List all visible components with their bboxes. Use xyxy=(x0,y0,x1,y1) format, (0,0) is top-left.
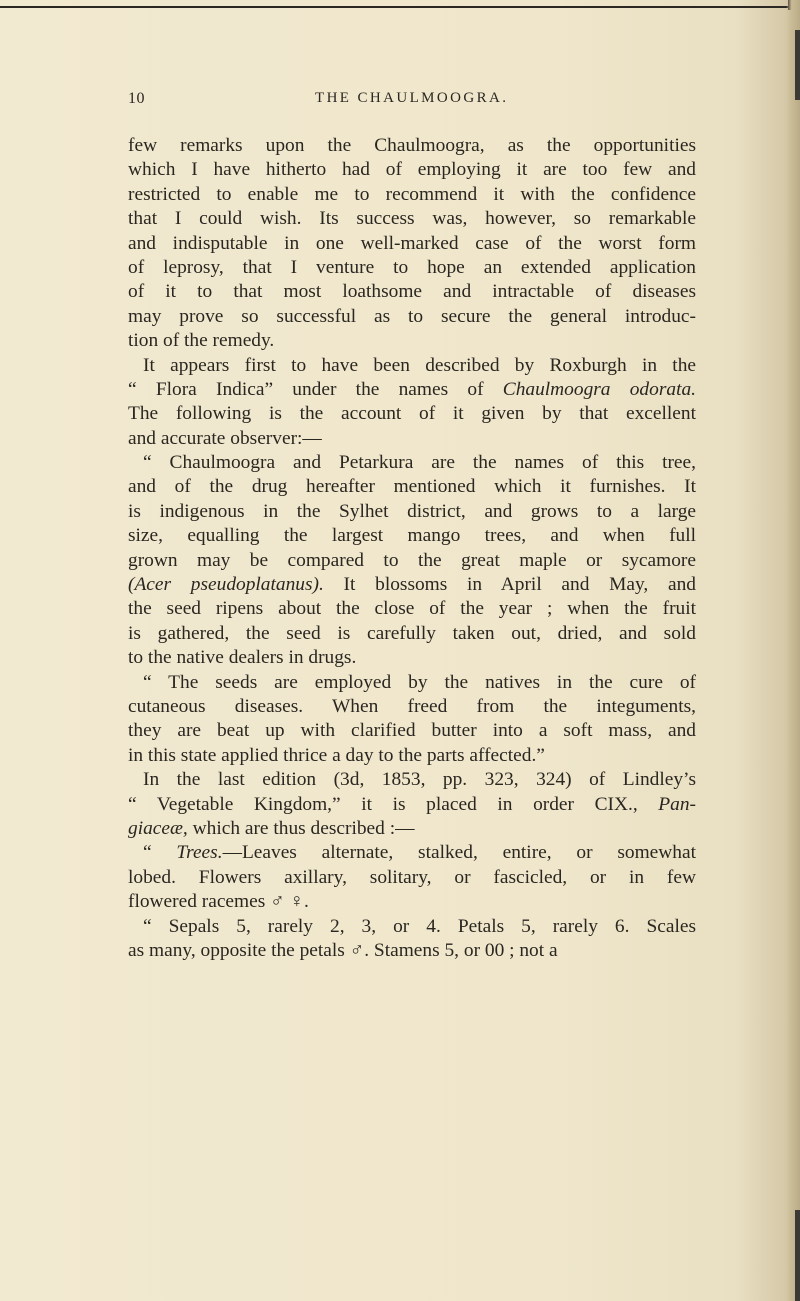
text-run: is gathered, the seed is carefully taken out, dried, and sold xyxy=(128,622,696,644)
text-line xyxy=(128,719,696,743)
page-edge-shadow xyxy=(786,0,800,1301)
text-run: In the last edition (3d, 1853, pp. 323, 324) of Lindley’s xyxy=(143,769,696,791)
text-run: in this state applied thrice a day to the parts affected.” xyxy=(128,744,545,766)
text-line xyxy=(128,280,696,304)
text-line xyxy=(128,158,696,182)
text-line xyxy=(128,378,696,402)
text-run: the seed ripens about the close of the year ; when the fruit xyxy=(128,598,696,620)
text-line xyxy=(128,841,696,865)
text-line xyxy=(128,622,696,646)
running-head xyxy=(0,90,800,112)
text-run: flowered racemes ♂ ♀. xyxy=(128,891,309,913)
text-run: of leprosy, that I venture to hope an extended application xyxy=(128,256,696,278)
text-run: It blossoms in April and May, and xyxy=(323,574,696,596)
text-run: and of the drug hereafter mentioned which it furnishes. It xyxy=(128,476,696,498)
text-line xyxy=(128,134,696,158)
text-line xyxy=(128,866,696,890)
text-run: which I have hitherto had of employing it are too few and xyxy=(128,159,696,181)
text-run: may prove so successful as to secure the general introduc- xyxy=(128,305,696,327)
text-run: The following is the account of it given by that excellent xyxy=(128,403,696,425)
text-run: lobed. Flowers axillary, solitary, or fascicled, or in few xyxy=(128,866,696,888)
text-run: to the native dealers in drugs. xyxy=(128,647,357,669)
text-run: which are thus described :— xyxy=(187,817,415,839)
text-line xyxy=(128,939,696,963)
text-run: “ Vegetable Kingdom,” it is placed in order CIX., xyxy=(128,793,659,815)
text-run: restricted to enable me to recommend it with the confidence xyxy=(128,183,696,205)
text-line xyxy=(128,402,696,426)
italic-text: Trees. xyxy=(176,842,223,864)
italic-text: Pan- xyxy=(658,793,696,815)
page-number: 10 xyxy=(128,90,145,107)
text-run: size, equalling the largest mango trees, and when full xyxy=(128,525,696,547)
text-line xyxy=(128,817,696,841)
text-line xyxy=(128,451,696,475)
text-run: It appears first to have been described by Roxburgh in the xyxy=(143,354,696,376)
text-line xyxy=(128,646,696,670)
body-text xyxy=(128,134,696,963)
text-line xyxy=(128,500,696,524)
text-line xyxy=(128,793,696,817)
text-run: —Leaves alternate, stalked, entire, or somewhat xyxy=(222,842,696,864)
text-line xyxy=(128,524,696,548)
text-line xyxy=(128,573,696,597)
text-line xyxy=(128,207,696,231)
page-edge-mark xyxy=(795,1210,800,1301)
text-run: “ xyxy=(143,842,177,864)
text-run: of it to that most loathsome and intractable of diseases xyxy=(128,281,696,303)
text-line xyxy=(128,549,696,573)
text-line xyxy=(128,475,696,499)
text-line xyxy=(128,427,696,451)
text-run: “ Sepals 5, rarely 2, 3, or 4. Petals 5, rarely 6. Scales xyxy=(143,915,696,937)
text-line xyxy=(128,744,696,768)
text-line xyxy=(128,305,696,329)
italic-text: Chaulmoogra odorata. xyxy=(502,378,696,400)
running-title: THE CHAULMOOGRA. xyxy=(315,90,509,106)
text-line xyxy=(128,329,696,353)
text-run: “ The seeds are employed by the natives in the cure of xyxy=(143,671,696,693)
text-line xyxy=(128,183,696,207)
text-run: “ Flora Indica” under the names of xyxy=(128,378,503,400)
text-line xyxy=(128,890,696,914)
text-line xyxy=(128,597,696,621)
text-line xyxy=(128,354,696,378)
text-run: and accurate observer:— xyxy=(128,427,322,449)
text-line xyxy=(128,695,696,719)
text-run: as many, opposite the petals ♂. Stamens 5, or 00 ; not a xyxy=(128,939,558,961)
text-line xyxy=(128,671,696,695)
text-run: “ Chaulmoogra and Petarkura are the names of this tree, xyxy=(143,452,696,474)
text-run: they are beat up with clarified butter into a soft mass, and xyxy=(128,720,696,742)
text-run: cutaneous diseases. When freed from the integuments, xyxy=(128,695,696,717)
text-line xyxy=(128,232,696,256)
text-run: that I could wish. Its success was, however, so remarkable xyxy=(128,208,696,230)
text-run: is indigenous in the Sylhet district, and grows to a large xyxy=(128,500,696,522)
top-rule xyxy=(0,6,792,8)
text-line xyxy=(128,256,696,280)
text-run: few remarks upon the Chaulmoogra, as the opportunities xyxy=(128,135,696,156)
text-run: tion of the remedy. xyxy=(128,330,275,352)
italic-text: (Acer pseudoplatanus). xyxy=(128,574,324,596)
text-run: and indisputable in one well-marked case of the worst form xyxy=(128,232,696,254)
text-line xyxy=(128,915,696,939)
text-line xyxy=(128,768,696,792)
text-run: grown may be compared to the great maple or sycamore xyxy=(128,549,696,571)
italic-text: giaceæ, xyxy=(128,817,188,839)
